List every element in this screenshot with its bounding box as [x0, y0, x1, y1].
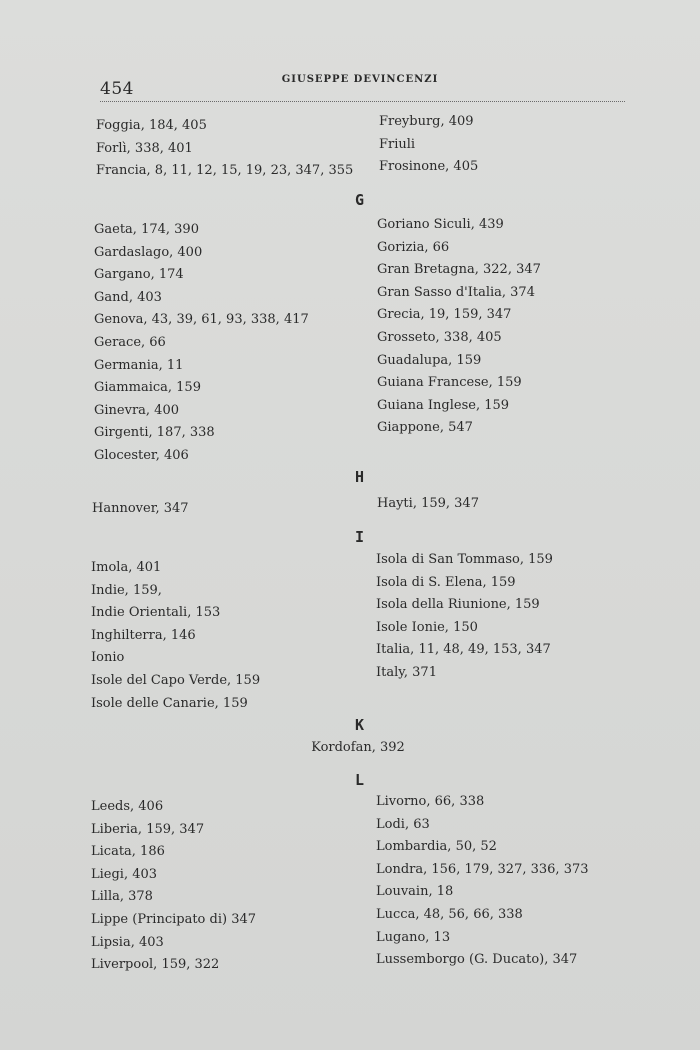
index-entry: Hayti, 159, 347 — [377, 496, 479, 511]
index-entry: Ionio — [91, 650, 125, 666]
index-column-f-right — [379, 111, 478, 179]
index-entry: Guadalupa, 159 — [377, 352, 482, 368]
index-entry: Louvain, 18 — [376, 884, 454, 900]
index-entry: Isola della Riunione, 159 — [376, 597, 540, 613]
index-entry: Gand, 403 — [94, 289, 162, 305]
index-entry: Leeds, 406 — [91, 799, 164, 814]
index-entry: Gargano, 174 — [94, 267, 184, 283]
index-entry: Londra, 156, 179, 327, 336, 373 — [376, 861, 589, 877]
index-entry: Inghilterra, 146 — [91, 627, 196, 643]
index-entry: Germania, 11 — [94, 357, 184, 373]
index-entry: Licata, 186 — [91, 844, 165, 860]
index-entry: Foggia, 184, 405 — [96, 118, 207, 133]
section-letter-g: G — [354, 191, 366, 209]
index-entry: Indie Orientali, 153 — [91, 605, 221, 621]
index-entry: Forlì, 338, 401 — [96, 140, 193, 156]
section-letter-i: I — [354, 528, 366, 546]
index-column-g-left — [94, 219, 309, 468]
index-entry: Livorno, 66, 338 — [376, 794, 485, 809]
index-entry: Grosseto, 338, 405 — [377, 329, 502, 345]
index-entry: Lucca, 48, 56, 66, 338 — [376, 906, 523, 922]
running-title: GIUSEPPE DEVINCENZI — [281, 74, 439, 85]
index-entry: Lilla, 378 — [91, 889, 153, 905]
index-entry: Genova, 43, 39, 61, 93, 338, 417 — [94, 312, 309, 328]
index-entry: Italy, 371 — [376, 664, 437, 680]
index-entry: Gerace, 66 — [94, 334, 166, 350]
index-entry: Francia, 8, 11, 12, 15, 19, 23, 347, 355 — [96, 163, 354, 179]
index-column-i-left — [91, 557, 260, 715]
index-entry: Goriano Siculi, 439 — [377, 217, 504, 232]
index-entry: Lombardia, 50, 52 — [376, 839, 497, 855]
index-entry: Guiana Inglese, 159 — [377, 397, 510, 413]
index-entry: Gran Sasso d'Italia, 374 — [377, 284, 535, 300]
index-column-h-left — [92, 498, 189, 521]
index-entry: Gaeta, 174, 390 — [94, 222, 199, 237]
index-column-g-right — [377, 214, 541, 440]
index-entry: Freyburg, 409 — [379, 114, 474, 129]
index-column-l-left — [91, 796, 256, 977]
index-entry: Liverpool, 159, 322 — [91, 957, 220, 973]
header-rule — [100, 101, 625, 102]
index-entry: Isole delle Canarie, 159 — [91, 695, 248, 711]
index-column-h-right — [377, 493, 479, 516]
index-entry: Gran Bretagna, 322, 347 — [377, 262, 541, 278]
index-entry: Ginevra, 400 — [94, 402, 179, 418]
index-entry: Gardaslago, 400 — [94, 244, 203, 260]
section-letter-l: L — [354, 771, 366, 789]
section-letter-h: H — [354, 468, 366, 486]
index-entry: Isola di San Tommaso, 159 — [376, 552, 553, 567]
index-column-i-right — [376, 549, 553, 685]
index-column-f-left — [96, 115, 353, 183]
index-entry: Imola, 401 — [91, 560, 162, 575]
section-letter-k: K — [354, 716, 366, 734]
index-entry: Frosinone, 405 — [379, 159, 479, 175]
index-entry: Friuli — [379, 136, 416, 152]
index-entry: Lugano, 13 — [376, 929, 451, 945]
index-entry: Lippe (Principato di) 347 — [91, 911, 257, 927]
index-entry: Grecia, 19, 159, 347 — [377, 307, 512, 323]
index-entry: Italia, 11, 48, 49, 153, 347 — [376, 642, 551, 658]
index-entry: Gorizia, 66 — [377, 239, 450, 255]
index-entry: Giammaica, 159 — [94, 380, 201, 396]
index-entry: Lodi, 63 — [376, 816, 430, 832]
index-entry: Indie, 159, — [91, 582, 162, 598]
index-entry: Hannover, 347 — [92, 501, 189, 516]
index-entry: Giappone, 547 — [377, 420, 473, 436]
index-entry: Isole Ionie, 150 — [376, 619, 478, 635]
index-entry: Guiana Francese, 159 — [377, 375, 522, 391]
index-entry: Liegi, 403 — [91, 866, 158, 882]
index-entry: Girgenti, 187, 338 — [94, 425, 215, 441]
page-number: 454 — [100, 79, 134, 99]
index-entry: Lipsia, 403 — [91, 934, 164, 950]
index-entry: Isola di S. Elena, 159 — [376, 574, 516, 590]
index-column-l-right — [376, 791, 589, 972]
index-entry-kordofan: Kordofan, 392 — [311, 740, 405, 755]
index-entry: Glocester, 406 — [94, 447, 189, 463]
index-entry: Lussemborgo (G. Ducato), 347 — [376, 952, 578, 968]
index-entry: Isole del Capo Verde, 159 — [91, 672, 261, 688]
index-entry: Liberia, 159, 347 — [91, 821, 205, 837]
